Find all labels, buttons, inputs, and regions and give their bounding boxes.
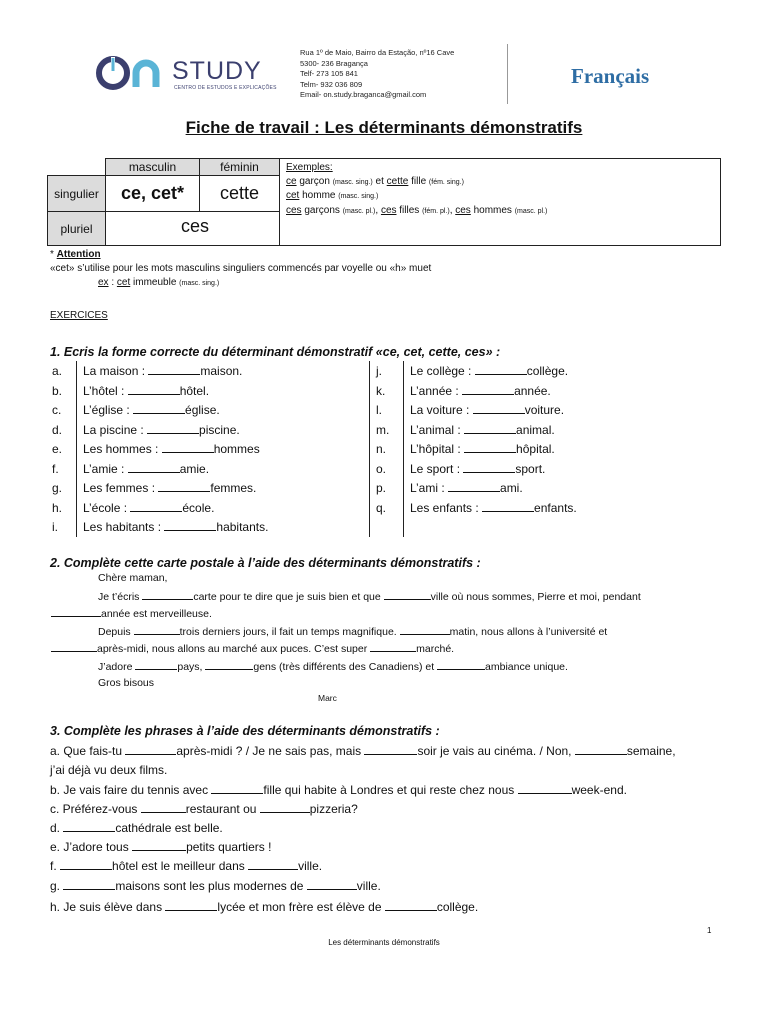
blank-field[interactable]	[142, 589, 193, 600]
det-word: ces	[380, 204, 397, 216]
example-word: garçon	[296, 175, 333, 187]
item-letter: b.	[52, 383, 63, 398]
item-word: L’animal :	[410, 422, 465, 437]
address-line: Rua 1º de Maio, Bairro da Estação, nº16 Cave	[300, 48, 455, 57]
sentence-g	[50, 879, 381, 893]
item-letter: e.	[52, 442, 63, 456]
exercise-item	[83, 481, 256, 495]
item-word: habitants.	[216, 520, 269, 534]
gender-note: (masc. sing.)	[179, 280, 220, 287]
item-word: La piscine :	[83, 422, 148, 437]
item-word: ami.	[500, 481, 523, 495]
blank-field[interactable]	[473, 403, 525, 414]
det-word: cet	[116, 277, 131, 288]
text: ville.	[298, 859, 323, 873]
blank-field[interactable]	[248, 859, 298, 870]
text: collège.	[436, 900, 479, 914]
text: après-midi ? / Je ne sais pas, mais	[176, 744, 365, 758]
blank-field[interactable]	[63, 821, 115, 832]
text: week-end.	[571, 783, 627, 797]
blank-field[interactable]	[51, 641, 97, 652]
signature: Marc	[318, 693, 337, 703]
row-header-singulier: singulier	[47, 175, 106, 212]
text: trois derniers jours, il fait un temps magnifique.	[179, 626, 400, 638]
blank-field[interactable]	[205, 659, 253, 670]
item-letter: f.	[52, 461, 59, 476]
text: soir je vais au cinéma. / Non,	[417, 744, 575, 758]
text: restaurant ou	[185, 802, 260, 816]
example-word: hommes	[470, 204, 515, 216]
greeting: Chère maman,	[98, 572, 168, 584]
det-word: ces	[455, 204, 471, 216]
ex2-heading: 2. Complète cette carte postale à l’aide des déterminants démonstratifs :	[50, 556, 481, 570]
item-letter: c.	[52, 403, 62, 417]
text: d.	[50, 821, 64, 835]
blank-field[interactable]	[463, 462, 515, 473]
item-word: L’hôpital :	[410, 442, 465, 456]
item-word: Les enfants :	[410, 500, 483, 515]
example-word: homme	[299, 190, 339, 201]
example-line	[286, 189, 547, 204]
exercise-item	[83, 403, 220, 417]
example-text: ,	[375, 204, 381, 216]
det-word: cette	[386, 175, 409, 187]
item-word: collège.	[526, 364, 569, 378]
on-logo-icon	[96, 53, 176, 93]
item-word: année.	[514, 383, 551, 398]
postcard-line	[51, 641, 454, 655]
text: hôtel est le meilleur dans	[112, 859, 249, 873]
gender-note: (masc. pl.)	[514, 207, 548, 215]
text: Depuis	[98, 626, 134, 638]
exercise-item	[83, 384, 209, 398]
text: année est merveilleuse.	[101, 608, 212, 620]
item-word: maison.	[200, 364, 243, 378]
exercise-item	[410, 481, 523, 495]
exercise-item	[83, 423, 240, 437]
blank-field[interactable]	[518, 783, 572, 794]
exercise-item	[83, 462, 209, 476]
item-letter: h.	[52, 500, 63, 515]
sentence-a	[50, 744, 676, 758]
item-word: hommes	[213, 442, 260, 456]
text: h. Je suis élève dans	[50, 900, 166, 914]
header-divider	[507, 44, 508, 104]
exercices-label: EXERCICES	[50, 310, 108, 321]
gender-note: (masc. pl.)	[342, 207, 376, 215]
blank-field[interactable]	[400, 624, 450, 635]
blank-field[interactable]	[128, 462, 180, 473]
address-line: Telm- 932 036 809	[300, 79, 363, 89]
item-letter: d.	[52, 422, 63, 437]
exercise-item	[410, 423, 555, 437]
item-letter: m.	[376, 422, 390, 437]
exercise-item	[410, 364, 568, 378]
blank-field[interactable]	[165, 900, 217, 911]
column-divider	[403, 361, 404, 537]
subject-title: Français	[571, 64, 650, 88]
logo-text: STUDY	[172, 57, 262, 85]
blank-field[interactable]	[158, 481, 210, 492]
item-word: La voiture :	[410, 403, 473, 417]
text: ambiance unique.	[485, 661, 568, 673]
gender-note: (fém. pl.)	[422, 207, 450, 215]
examples	[286, 161, 547, 218]
item-letter: o.	[376, 461, 387, 476]
item-letter: l.	[376, 403, 382, 417]
exercise-item	[83, 442, 260, 456]
blank-field[interactable]	[148, 364, 200, 375]
blank-field[interactable]	[132, 840, 186, 851]
sing-fem-cell: cette	[199, 175, 280, 212]
blank-field[interactable]	[125, 744, 176, 755]
example-word: garçons	[301, 204, 343, 216]
blank-field[interactable]	[437, 659, 485, 670]
blank-field[interactable]	[147, 423, 199, 434]
sing-masc-cell: ce, cet*	[105, 175, 200, 212]
blank-field[interactable]	[448, 481, 500, 492]
item-word: animal.	[516, 422, 555, 437]
blank-field[interactable]	[211, 783, 263, 794]
item-word: école.	[182, 500, 215, 515]
attention-label: Attention	[56, 249, 101, 260]
text: c. Préférez-vous	[50, 802, 141, 816]
item-word: église.	[185, 403, 220, 417]
attention-rule: «cet» s’utilise pour les mots masculins singuliers commencés par voyelle ou «h» muet	[50, 263, 432, 274]
text: J’adore	[98, 661, 136, 673]
example-line	[286, 204, 547, 219]
sentence-c	[50, 802, 358, 816]
address-line: Email- on.study.braganca@gmail.com	[300, 90, 427, 100]
attention-title	[50, 248, 431, 262]
blank-field[interactable]	[128, 384, 180, 395]
item-word: L’année :	[410, 383, 463, 398]
text: pays,	[177, 661, 206, 673]
item-word: piscine.	[199, 422, 240, 437]
item-word: Les femmes :	[83, 481, 159, 495]
exercise-item	[410, 384, 551, 398]
address-line: 5300- 236 Bragança	[300, 58, 368, 68]
item-word: hôtel.	[179, 383, 210, 398]
det-word: cet	[286, 190, 300, 201]
item-letter: n.	[376, 442, 387, 456]
item-word: L’hôtel :	[83, 383, 128, 398]
blank-field[interactable]	[482, 501, 534, 512]
exercise-item	[410, 462, 545, 476]
text: après-midi, nous allons au marché aux puces. C’est super	[97, 643, 371, 655]
item-word: L’amie :	[83, 461, 128, 476]
ex-sep: :	[108, 277, 117, 288]
column-divider	[369, 361, 370, 537]
logo-tagline: CENTRO DE ESTUDOS E EXPLICAÇÕES	[174, 85, 277, 91]
text: a. Que fais-tu	[50, 744, 126, 758]
example-text: et	[372, 175, 387, 187]
exercise-item	[410, 501, 577, 515]
item-word: L’église :	[83, 403, 134, 417]
address-block	[300, 48, 454, 101]
ex3-heading: 3. Complète les phrases à l’aide des déterminants démonstratifs :	[50, 724, 440, 738]
star-mark: *	[50, 249, 57, 260]
examples-label: Exemples:	[286, 162, 333, 173]
blank-field[interactable]	[130, 501, 182, 512]
item-word: enfants.	[534, 500, 577, 515]
sentence-h	[50, 900, 478, 914]
item-word: Le collège :	[410, 364, 475, 378]
text: cathédrale est belle.	[115, 821, 223, 835]
sentence-d	[50, 821, 223, 835]
text: b. Je vais faire du tennis avec	[50, 783, 212, 797]
item-letter: a.	[52, 364, 63, 378]
item-word: hôpital.	[516, 442, 555, 456]
item-letter: k.	[376, 383, 386, 398]
text: gens (très différents des Canadiens) et	[253, 661, 438, 673]
postcard-line	[51, 606, 212, 620]
text: Je t’écris	[98, 591, 143, 603]
item-word: L’école :	[83, 500, 131, 515]
postcard-line	[98, 589, 641, 603]
det-word: ces	[286, 204, 302, 216]
exercise-item	[410, 442, 555, 456]
attention-example	[50, 276, 431, 291]
gender-note: (masc. sing.)	[332, 178, 373, 186]
column-divider	[76, 361, 77, 537]
ex-label: ex	[98, 277, 109, 288]
blank-field[interactable]	[133, 403, 185, 414]
blank-field[interactable]	[364, 744, 417, 755]
text: ville où nous sommes, Pierre et moi, pendant	[430, 591, 641, 603]
item-letter: i.	[52, 520, 58, 534]
blank-field[interactable]	[135, 659, 177, 670]
blank-field[interactable]	[307, 879, 357, 890]
blank-field[interactable]	[370, 641, 416, 652]
item-word: amie.	[179, 461, 210, 476]
text: lycée et mon frère est élève de	[217, 900, 385, 914]
exercise-item	[410, 403, 564, 417]
blank-field[interactable]	[134, 624, 180, 635]
example-word: fille	[408, 175, 429, 187]
ex1-heading: 1. Ecris la forme correcte du déterminant démonstratif «ce, cet, cette, ces» :	[50, 345, 501, 359]
gender-note: (fém. sing.)	[428, 178, 464, 186]
item-letter: j.	[376, 364, 382, 378]
blank-field[interactable]	[462, 384, 514, 395]
blank-field[interactable]	[63, 879, 115, 890]
exercise-item	[83, 520, 268, 534]
page-number: 1	[707, 926, 712, 935]
text: petits quartiers !	[186, 840, 272, 854]
blank-field[interactable]	[464, 423, 516, 434]
text: fille qui habite à Londres et qui reste chez nous	[263, 783, 518, 797]
text: ville.	[356, 879, 381, 893]
closing: Gros bisous	[98, 677, 155, 689]
blank-field[interactable]	[141, 802, 186, 813]
text: semaine,	[626, 744, 676, 758]
postcard-line	[98, 624, 607, 638]
item-word: voiture.	[524, 403, 565, 417]
page-title: Fiche de travail : Les déterminants démonstratifs	[185, 118, 583, 137]
blank-field[interactable]	[385, 900, 437, 911]
address-line: Telf- 273 105 841	[300, 69, 358, 79]
example-word: immeuble	[130, 277, 180, 288]
sentence-e	[50, 840, 271, 854]
plural-cell: ces	[105, 211, 280, 246]
blank-field[interactable]	[575, 744, 627, 755]
item-word: femmes.	[210, 481, 257, 495]
text: e. J’adore tous	[50, 840, 133, 854]
col-header-feminin: féminin	[199, 158, 280, 176]
item-word: Les habitants :	[83, 520, 165, 534]
example-text: ,	[449, 204, 456, 216]
text: maisons sont les plus modernes de	[115, 879, 307, 893]
postcard-line	[98, 659, 568, 673]
item-letter: p.	[376, 481, 387, 495]
exercise-item	[83, 501, 214, 515]
text: matin, nous allons à l’université et	[449, 626, 608, 638]
attention-note	[50, 248, 431, 291]
footer: Les déterminants démonstratifs	[328, 938, 440, 947]
blank-field[interactable]	[164, 520, 216, 531]
example-line	[286, 175, 547, 190]
blank-field[interactable]	[60, 859, 112, 870]
blank-field[interactable]	[51, 606, 101, 617]
item-word: sport.	[515, 461, 546, 476]
item-word: Le sport :	[410, 461, 464, 476]
item-word: L’ami :	[410, 481, 449, 495]
gender-note: (masc. sing.)	[338, 193, 379, 200]
example-word: filles	[396, 204, 423, 216]
text: g.	[50, 879, 64, 893]
item-letter: q.	[376, 500, 387, 515]
text: f.	[50, 859, 61, 873]
blank-field[interactable]	[260, 802, 310, 813]
blank-field[interactable]	[162, 442, 214, 453]
det-word: ce	[286, 175, 297, 187]
sentence-a-cont: j’ai déjà vu deux films.	[50, 763, 168, 777]
col-header-masculin: masculin	[105, 158, 200, 176]
blank-field[interactable]	[464, 442, 516, 453]
sentence-b	[50, 783, 627, 797]
text: pizzeria?	[309, 802, 358, 816]
text: carte pour te dire que je suis bien et que	[193, 591, 384, 603]
sentence-f	[50, 859, 322, 873]
text: marché.	[416, 643, 455, 655]
exercise-item	[83, 364, 242, 378]
item-word: La maison :	[83, 364, 149, 378]
row-header-pluriel: pluriel	[47, 211, 106, 246]
item-letter: g.	[52, 481, 63, 495]
item-word: Les hommes :	[83, 442, 162, 456]
blank-field[interactable]	[384, 589, 431, 600]
blank-field[interactable]	[475, 364, 527, 375]
